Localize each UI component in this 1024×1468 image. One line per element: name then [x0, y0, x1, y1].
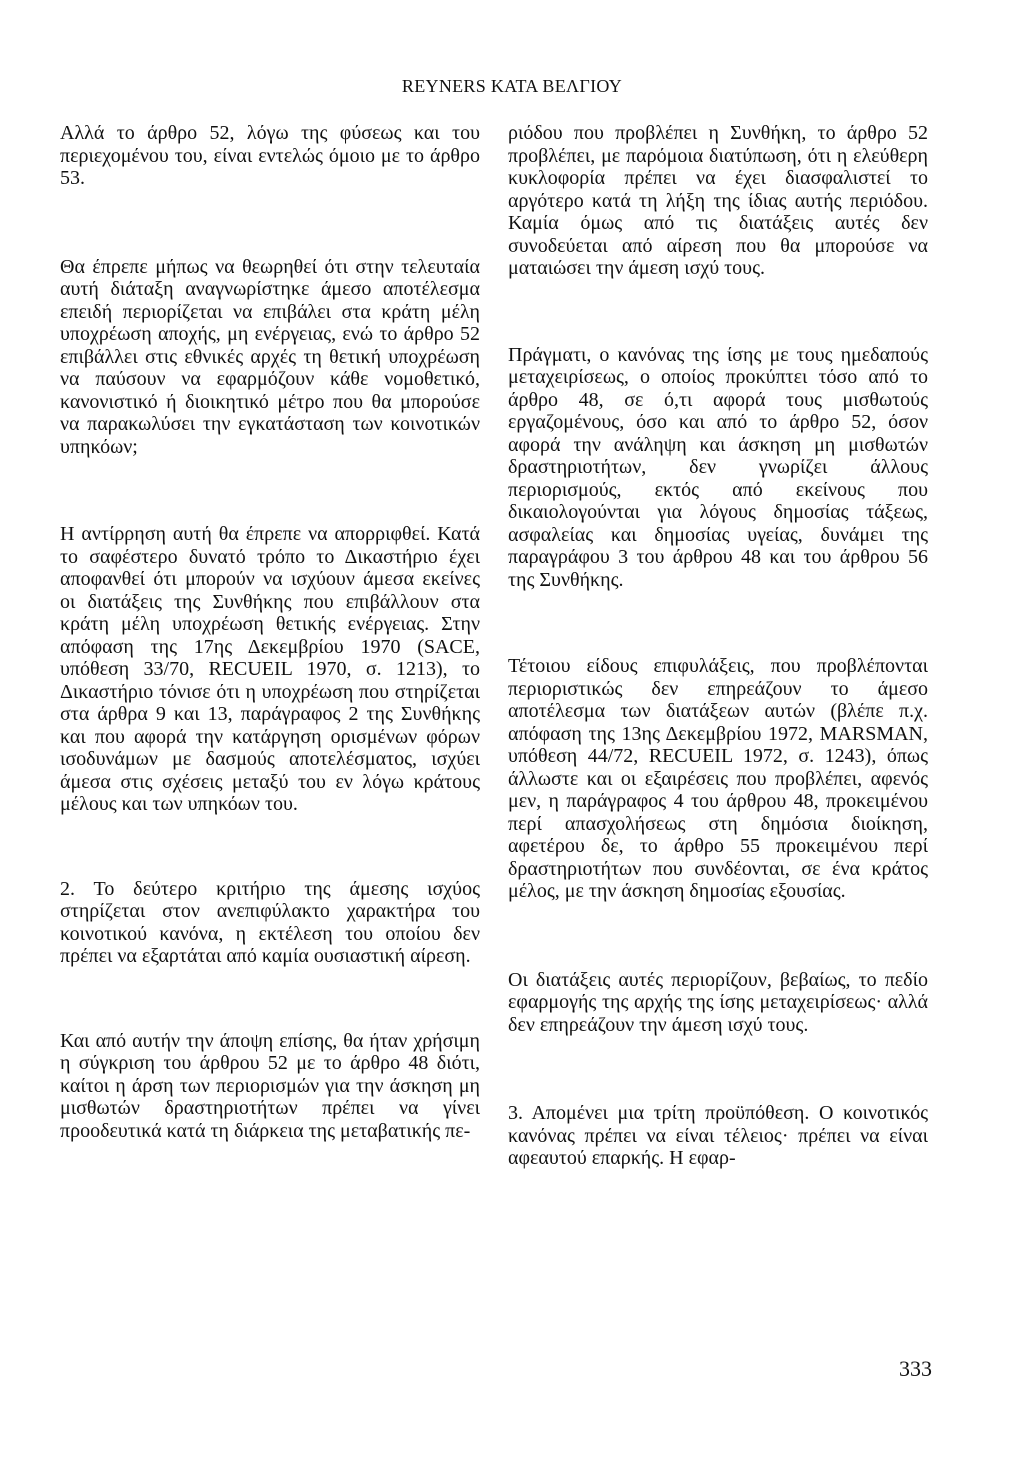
- paragraph: Αλλά το άρθρο 52, λόγω της φύσεως και του περιεχομένου του, είναι εντελώς όμοιο με το άρθρο 53.: [60, 122, 480, 189]
- left-column: [60, 122, 480, 1142]
- paragraph: Θα έπρεπε μήπως να θεωρηθεί ότι στην τελευταία αυτή διάταξη αναγνωρίστηκε άμεσο αποτέλεσμα επειδή περιορίζεται να επιβάλει στα κράτη μέλη υποχρέωση αποχής, μη ενέργειας, ενώ το άρθρο 52 επιβάλλει στις εθνικές αρχές τη θετική υποχρέωση να παύσουν να εφαρμόζουν κάθε νομοθετικό, κανονιστικό ή διοικητικό μέτρο που θα μπορούσε να παρακωλύσει την εγκατάσταση των κοινοτικών υπηκόων;: [60, 255, 480, 458]
- running-header: REYNERS ΚΑΤΑ ΒΕΛΓΙΟΥ: [401, 76, 623, 96]
- right-column: [508, 122, 928, 1170]
- paragraph: ριόδου που προβλέπει η Συνθήκη, το άρθρο 52 προβλέπει, με παρόμοια διατύπωση, ότι η ελεύθερη κυκλοφορία πρέπει να έχει διασφαλιστεί το αργότερο κατά τη λήξη της ίδιας αυτής περιόδου. Καμία όμως από τις διατάξεις αυτές δεν συνοδεύεται από αίρεση που θα μπορούσε να ματαιώσει την άμεση ισχύ τους.: [508, 122, 928, 279]
- paragraph: 3. Απομένει μια τρίτη προϋπόθεση. Ο κοινοτικός κανόνας πρέπει να είναι τέλειος· πρέπει να είναι αφεαυτού επαρκής. Η εφαρ-: [508, 1102, 928, 1169]
- paragraph: Τέτοιου είδους επιφυλάξεις, που προβλέπονται περιοριστικώς δεν επηρεάζουν το άμεσο αποτέλεσμα των διατάξεων αυτών (βλέπε π.χ. απόφαση της 13ης Δεκεμβρίου 1972, MARSMAN, υπόθεση 44/72, RECUEIL 1972, σ. 1243), όπως άλλωστε και οι εξαιρέσεις που προβλέπει, αφενός μεν, η παράγραφος 4 του άρθρου 48, προκειμένου περί απασχολήσεως στη δημόσια διοίκηση, αφετέρου δε, το άρθρο 55 προκειμένου περί δραστηριοτήτων που συνδέονται, σε ένα κράτος μέλος, με την άσκηση δημοσίας εξουσίας.: [508, 655, 928, 902]
- paragraph: Οι διατάξεις αυτές περιορίζουν, βεβαίως, το πεδίο εφαρμογής της αρχής της ίσης μεταχειρίσεως· αλλά δεν επηρεάζουν την άμεση ισχύ τους.: [508, 968, 928, 1036]
- paragraph: 2. Το δεύτερο κριτήριο της άμεσης ισχύος στηρίζεται στον ανεπιφύλακτο χαρακτήρα του κοινοτικού κανόνα, η εκτέλεση του οποίου δεν πρέπει να εξαρτάται από καμία ουσιαστική αίρεση.: [60, 877, 480, 967]
- page-number: 333: [899, 1356, 932, 1381]
- paragraph: Η αντίρρηση αυτή θα έπρεπε να απορριφθεί. Κατά το σαφέστερο δυνατό τρόπο το Δικαστήριο έχει αποφανθεί ότι μπορούν να ισχύουν άμεσα εκείνες οι διατάξεις της Συνθήκης που επιβάλλουν στα κράτη μέλη υποχρέωση θετικής ενέργειας. Στην απόφαση της 17ης Δεκεμβρίου 1970 (SACE, υπόθεση 33/70, RECUEIL 1970, σ. 1213), το Δικαστήριο τόνισε ότι η υποχρέωση που στηρίζεται στα άρθρα 9 και 13, παράγραφος 2 της Συνθήκης και που αφορά την κατάργηση ορισμένων φόρων ισοδυνάμων με δασμούς αποτελέσματος, ισχύει άμεσα στις σχέσεις μεταξύ του εν λόγω κράτους μέλους και των υπηκόων του.: [60, 523, 480, 815]
- paragraph: Πράγματι, ο κανόνας της ίσης με τους ημεδαπούς μεταχειρίσεως, ο οποίος προκύπτει τόσο από το άρθρο 48, σε ό,τι αφορά τους μισθωτούς εργαζομένους, όσο και από το άρθρο 52, όσον αφορά την ανάληψη και άσκηση μη μισθωτών δραστηριοτήτων, δεν γνωρίζει άλλους περιορισμούς, εκτός από εκείνους που δικαιολογούνται για λόγους δημοσίας τάξεως, ασφαλείας και δημοσίας υγείας, δυνάμει της παραγράφου 3 του άρθρου 48 και του άρθρου 56 της Συνθήκης.: [508, 343, 928, 591]
- paragraph: Και από αυτήν την άποψη επίσης, θα ήταν χρήσιμη η σύγκριση του άρθρου 52 με το άρθρο 48 διότι, καίτοι η άρση των περιορισμών για την άσκηση μη μισθωτών δραστηριοτήτων πρέπει να γίνει προοδευτικά κατά τη διάρκεια της μεταβατικής πε-: [60, 1029, 480, 1142]
